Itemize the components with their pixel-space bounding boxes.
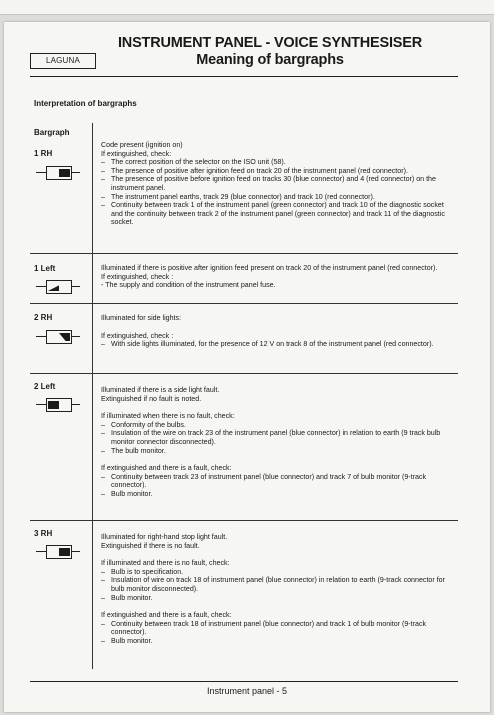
bargraph-label: 1 Left [34, 264, 56, 273]
row-divider [30, 520, 458, 521]
bargraph-left-icon [36, 398, 80, 411]
bargraph-description: Code present (ignition on) If extinguished, check: – The correct position of the selector on the ISO unit (58). – The presence of positive after ignition feed on track 20 of the instrument panel (red connector). – The presence of positive before ignition feed on tracks 30 (blue connector) and 4 (red connector) on the instrument panel. – The instrument panel earths, track 29 (blue connector) and track 10 (red connector). – Continuity between track 1 of the instrument panel (green connector) and track 10 of the diagnostic socket and the continuity between track 2 of the instrument panel (green connector) and track 11 of the diagnostic socket. [101, 141, 457, 227]
column-divider [92, 123, 93, 669]
section-heading: Interpretation of bargraphs [34, 99, 137, 108]
bargraph-description: Illuminated if there is positive after ignition feed present on track 20 of the instrument panel (red connector). If extinguished, check : - The supply and condition of the instrument panel fuse. [101, 264, 438, 290]
column-heading: Bargraph [34, 128, 70, 137]
bargraph-right-icon [36, 330, 80, 343]
bargraph-description: Illuminated if there is a side light fault. Extinguished if no fault is noted. If illuminated when there is no fault, check: – Conformity of the bulbs. – Insulation of the wire on track 23 of the instrument panel (blue connector) in relation to earth (9 track bulb monitor connector disconnected). – The bulb monitor. If extinguished and there is a fault, check: – Continuity between track 23 of instrument panel (blue connector) and track 7 of bulb monitor (9-track connector). – Bulb monitor. [101, 386, 457, 499]
page-subtitle: Meaning of bargraphs [196, 52, 344, 68]
bargraph-description: Illuminated for side lights: If extinguished, check : – With side lights illuminated, for the presence of 12 V on track 8 of the instrument panel (red connector). [101, 314, 457, 349]
row-divider [30, 303, 458, 304]
header-rule [30, 76, 458, 77]
bargraph-right-icon [36, 166, 80, 179]
page-title: INSTRUMENT PANEL - VOICE SYNTHESISER [117, 35, 423, 51]
bargraph-label: 2 Left [34, 382, 56, 391]
model-badge: LAGUNA [30, 53, 96, 69]
bargraph-label: 1 RH [34, 149, 53, 158]
row-divider [30, 373, 458, 374]
bargraph-label: 3 RH [34, 529, 53, 538]
bargraph-right-icon [36, 545, 80, 558]
bargraph-left-icon [36, 280, 80, 293]
previous-page-edge [0, 0, 494, 15]
footer-rule [30, 681, 458, 682]
bargraph-label: 2 RH [34, 313, 53, 322]
page-footer: Instrument panel - 5 [206, 686, 288, 696]
bargraph-description: Illuminated for right-hand stop light fault. Extinguished if there is no fault. If illuminated and there is no fault, check: – Bulb is to specification. – Insulation of wire on track 18 of instrument panel (blue connector) in relation to earth (9-track connector for bulb monitor disconnected). – Bulb monitor. If extinguished and there is a fault, check: – Continuity between track 18 of instrument panel (blue connector) and track 1 of bulb monitor (9-track connector). – Bulb monitor. [101, 533, 457, 646]
row-divider [30, 253, 458, 254]
